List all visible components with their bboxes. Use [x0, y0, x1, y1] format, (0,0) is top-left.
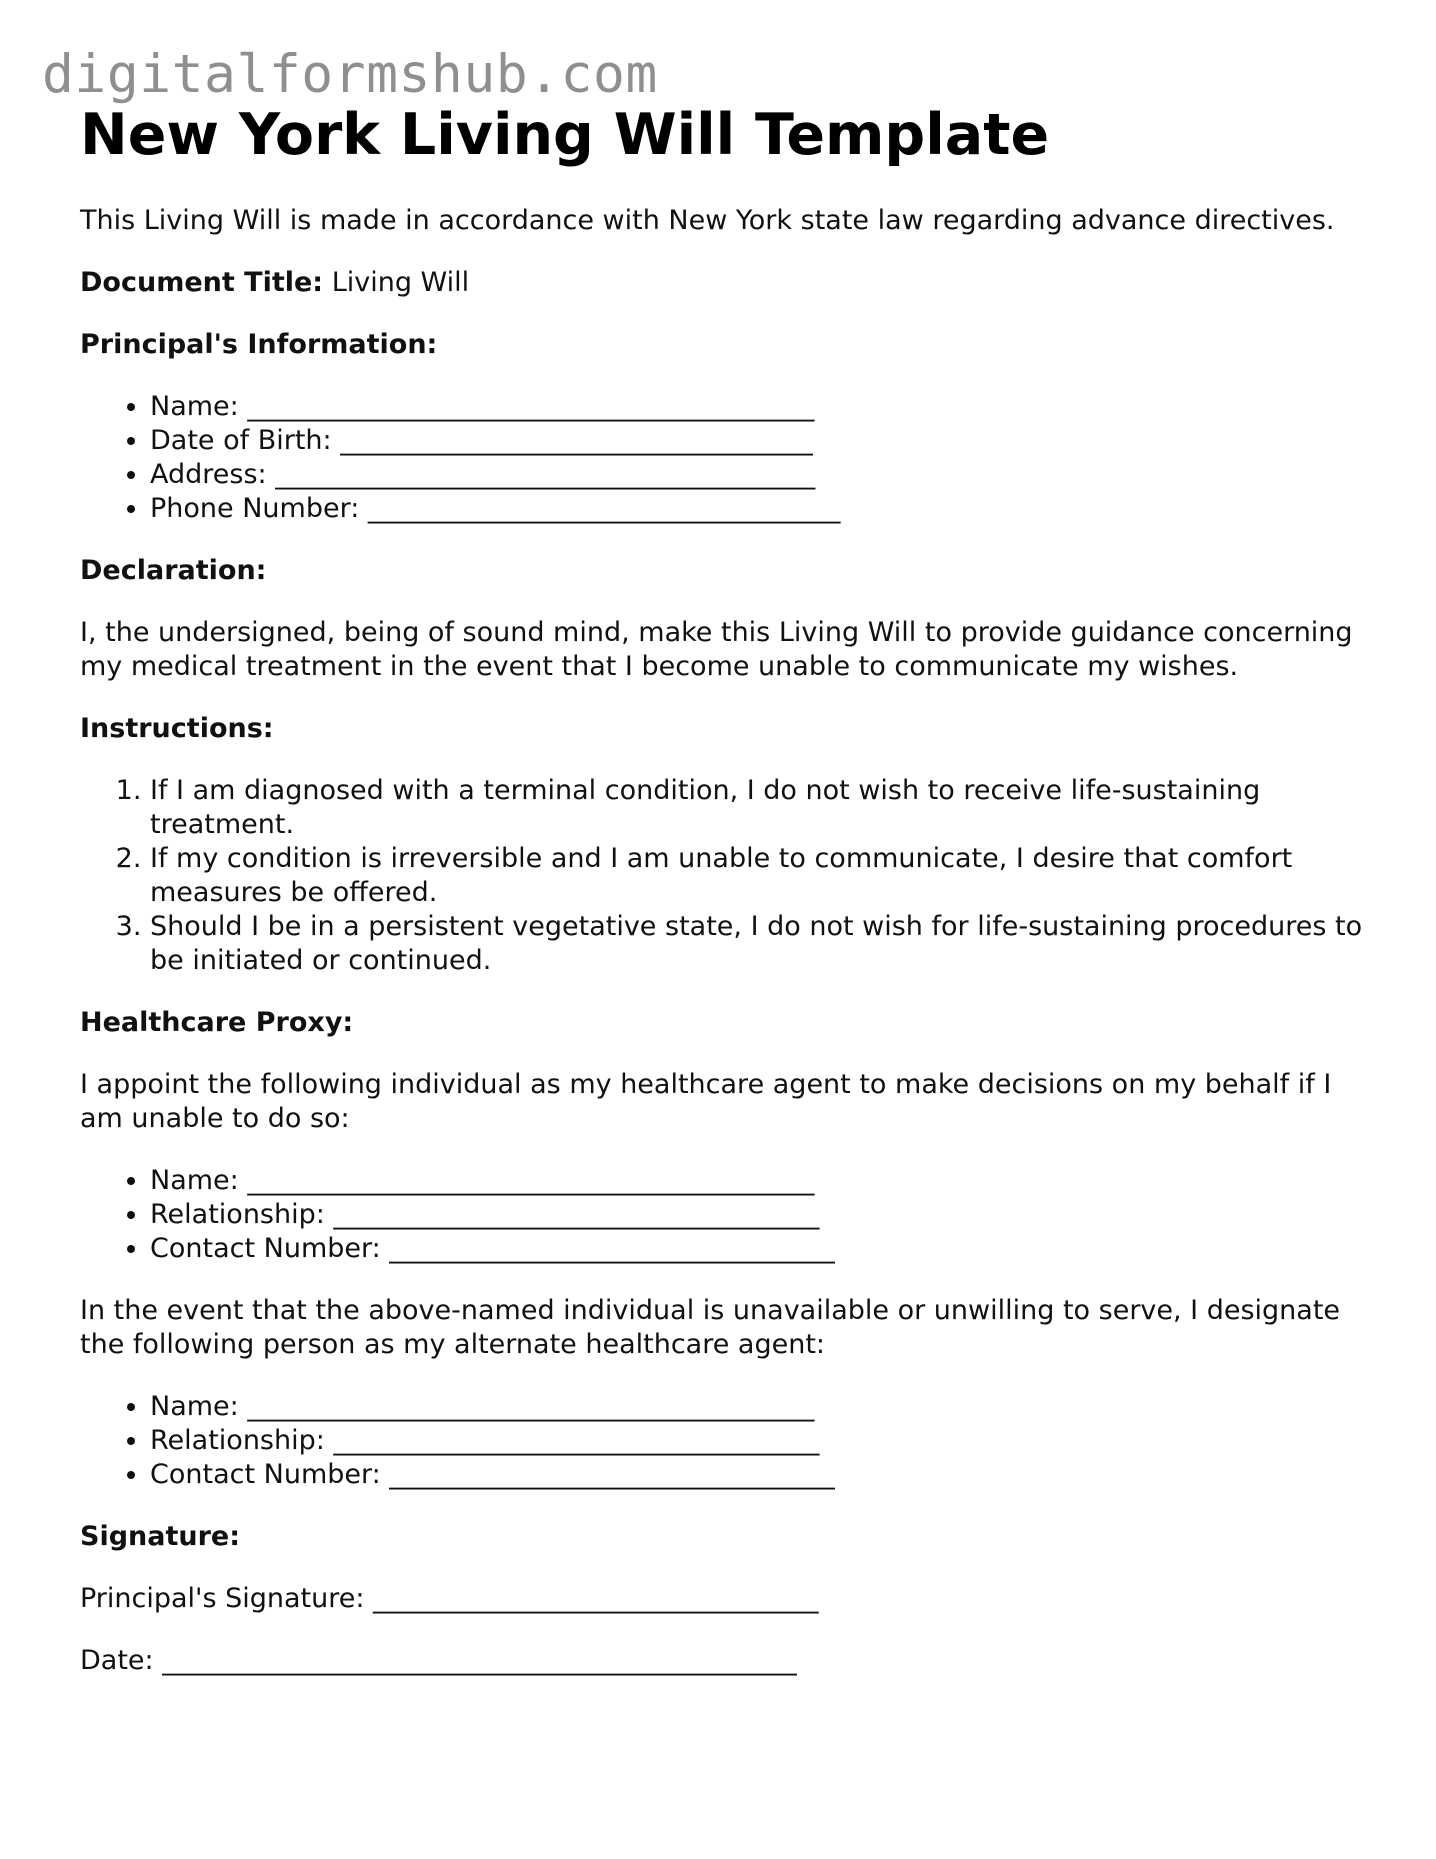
alternate-name-field[interactable]: • Name: __________________________________________	[150, 1390, 1370, 1424]
document-page	[80, 100, 1370, 1678]
declaration-text: I, the undersigned, being of sound mind, make this Living Will to provide guidance concerning my medical treatment in the event that I become unable to communicate my wishes.	[80, 617, 1353, 682]
agent-contact-field[interactable]: • Contact Number: _________________________________	[150, 1232, 1370, 1266]
principal-heading: Principal's Information:	[80, 329, 438, 360]
proxy-heading: Healthcare Proxy:	[80, 1007, 354, 1038]
document-title-label: Document Title:	[80, 267, 324, 298]
instruction-item: 2. If my condition is irreversible and I am unable to communicate, I desire that comfort measures be offered.	[150, 842, 1370, 910]
alternate-fields-list	[80, 1390, 1370, 1492]
agent-name-field[interactable]: • Name: __________________________________________	[150, 1164, 1370, 1198]
instructions-list	[80, 774, 1370, 978]
proxy-text: I appoint the following individual as my healthcare agent to make decisions on my behalf if I am unable to do so:	[80, 1069, 1332, 1134]
instructions-heading: Instructions:	[80, 713, 274, 744]
page-title: New York Living Will Template	[80, 102, 1050, 168]
signature-date-field[interactable]: Date: _______________________________________________	[80, 1645, 797, 1676]
agent-relationship-field[interactable]: • Relationship: ____________________________________	[150, 1198, 1370, 1232]
principal-fields-list	[80, 390, 1370, 526]
principal-signature-field[interactable]: Principal's Signature: _________________________________	[80, 1583, 819, 1614]
principal-address-field[interactable]: • Address: ________________________________________	[150, 458, 1370, 492]
principal-dob-field[interactable]: • Date of Birth: ___________________________________	[150, 424, 1370, 458]
signature-heading: Signature:	[80, 1521, 241, 1552]
proxy-fields-list	[80, 1164, 1370, 1266]
intro-paragraph: This Living Will is made in accordance with New York state law regarding advance directives.	[80, 205, 1335, 236]
document-title-line	[80, 266, 1370, 300]
principal-name-field[interactable]: • Name: __________________________________________	[150, 390, 1370, 424]
instruction-item: 3. Should I be in a persistent vegetative state, I do not wish for life-sustaining procedures to be initiated or continued.	[150, 910, 1370, 978]
instruction-item: 1. If I am diagnosed with a terminal condition, I do not wish to receive life-sustaining treatment.	[150, 774, 1370, 842]
declaration-heading: Declaration:	[80, 555, 267, 586]
watermark: digitalformshub.com	[42, 44, 658, 105]
alternate-contact-field[interactable]: • Contact Number: _________________________________	[150, 1458, 1370, 1492]
alternate-relationship-field[interactable]: • Relationship: ____________________________________	[150, 1424, 1370, 1458]
alternate-agent-text: In the event that the above-named individual is unavailable or unwilling to serve, I designate the following person as my alternate healthcare agent:	[80, 1295, 1341, 1360]
document-title-value: Living Will	[331, 267, 470, 298]
principal-phone-field[interactable]: • Phone Number: ___________________________________	[150, 492, 1370, 526]
